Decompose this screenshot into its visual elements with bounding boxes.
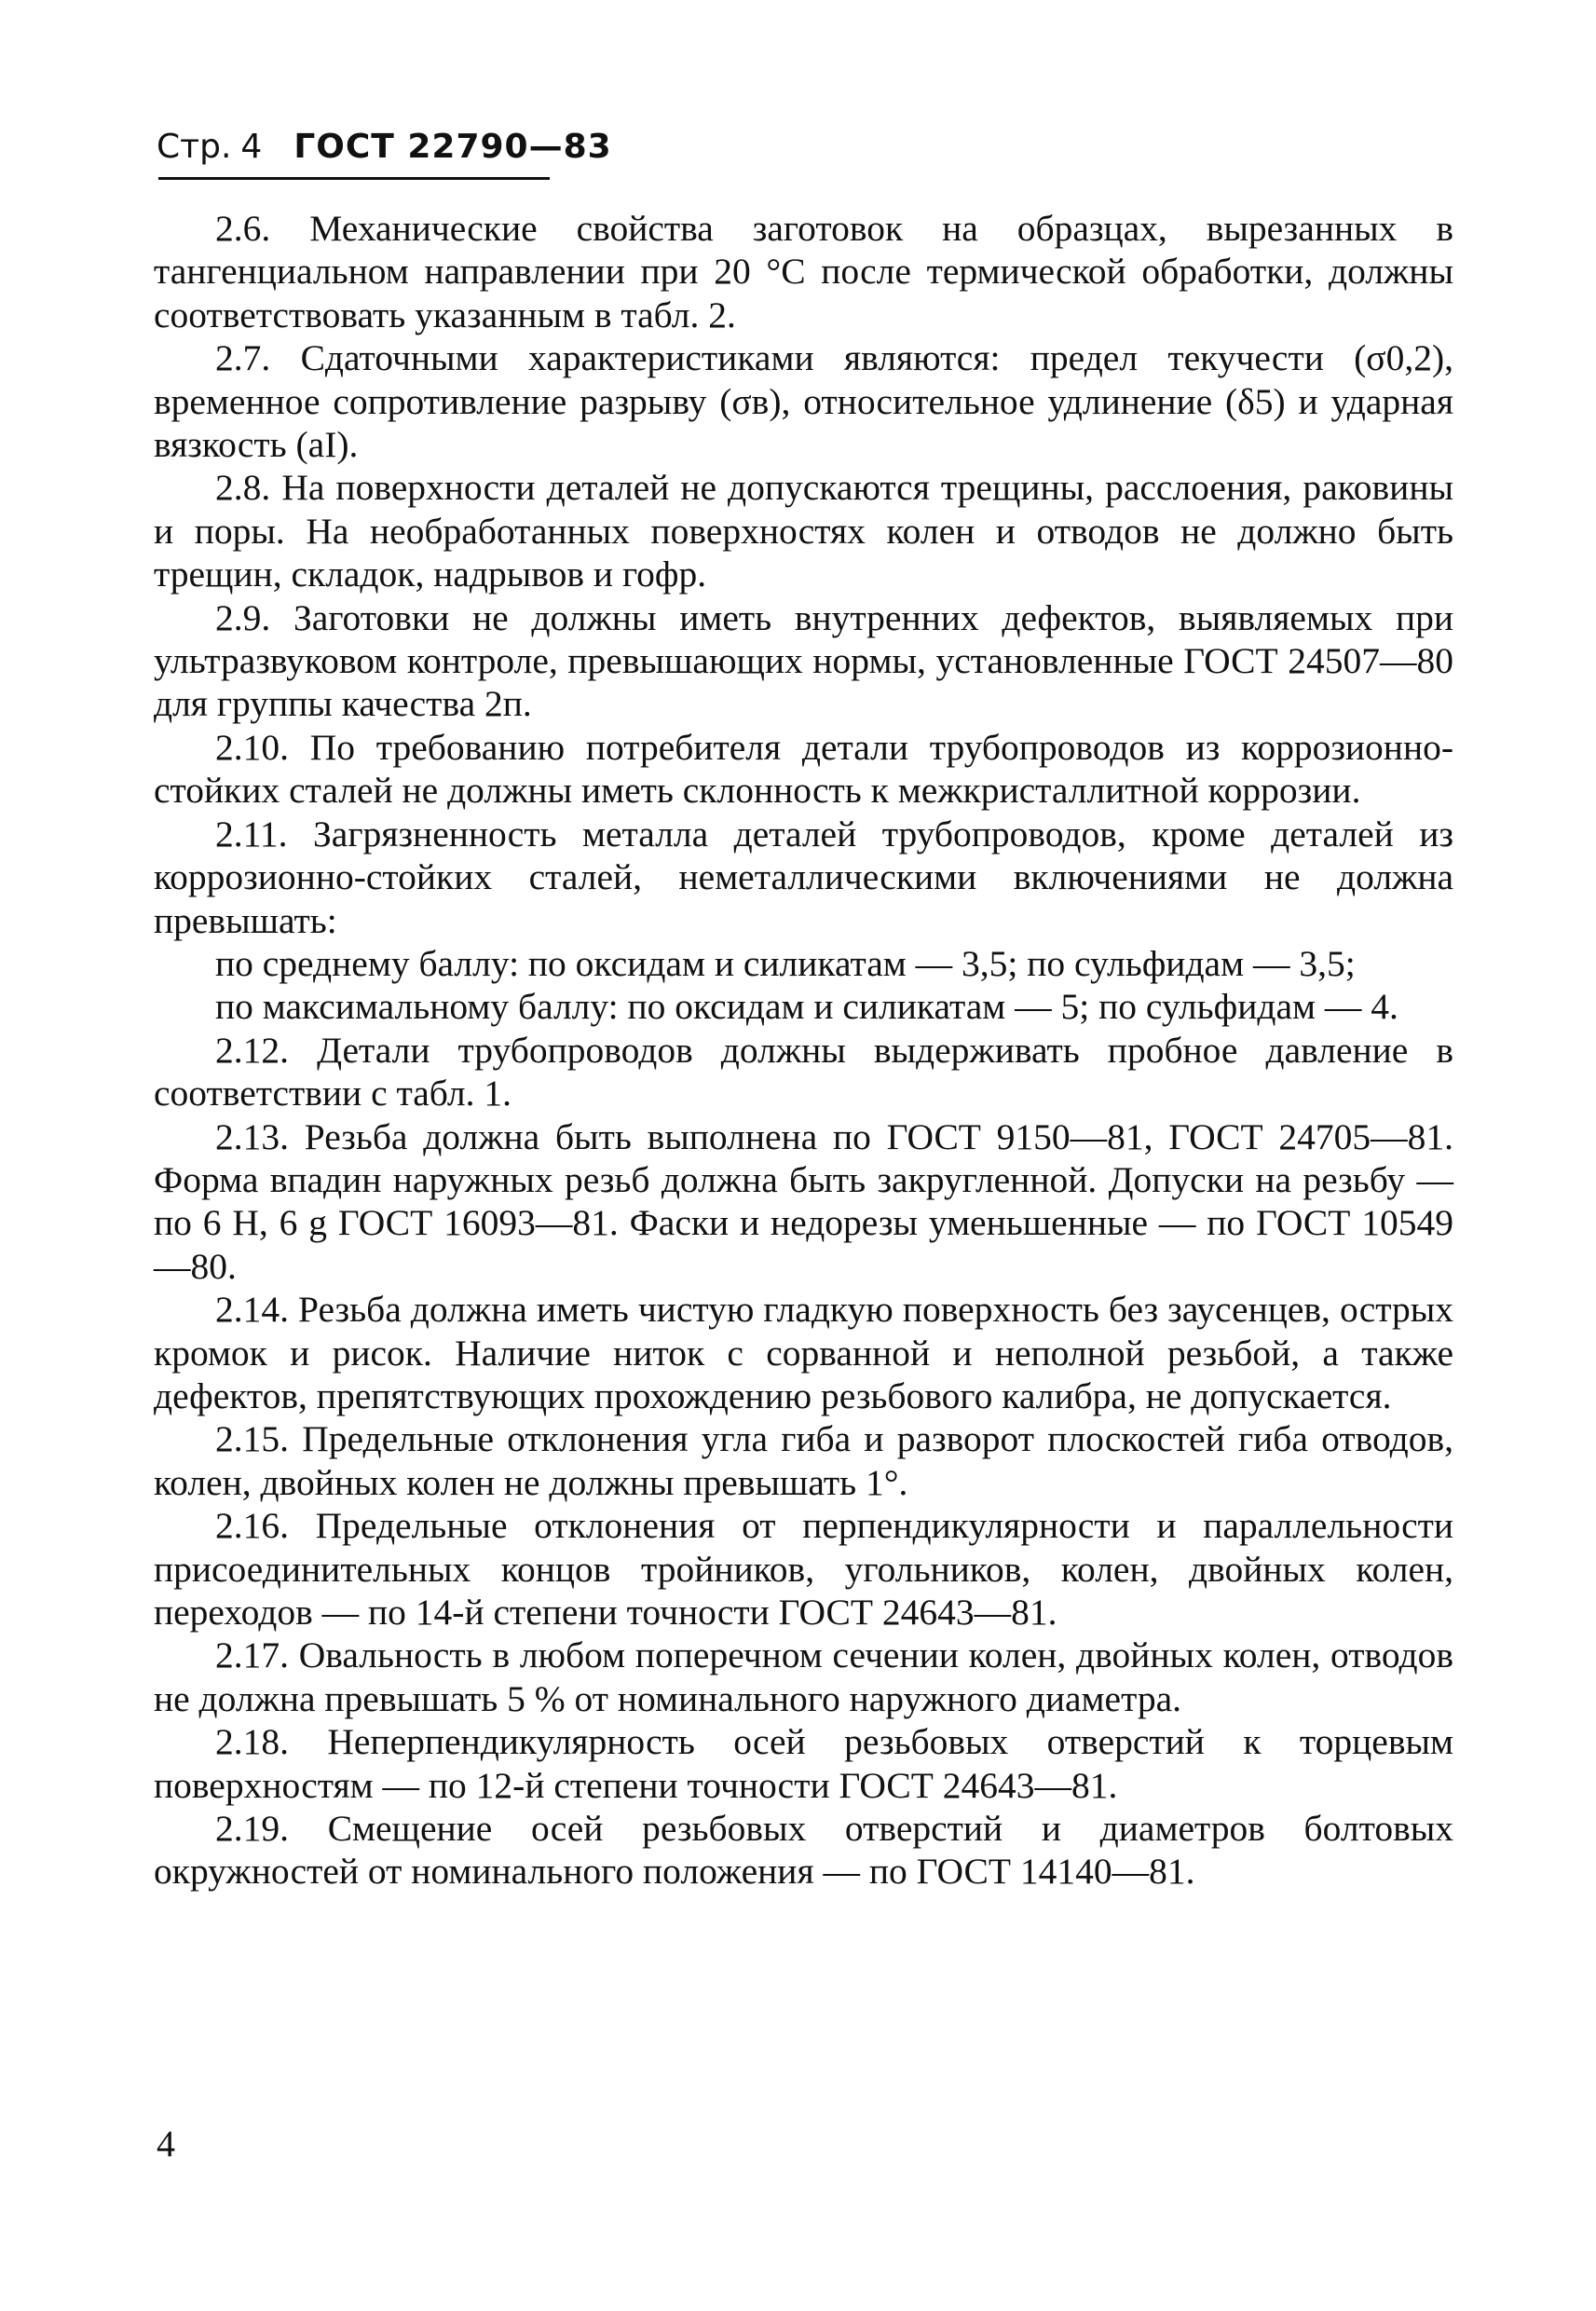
header-page-number: 4 [240,128,263,166]
clause-number: 2.12. [215,1029,289,1071]
clause-2-15 [154,1417,1453,1504]
clause-number: 2.8. [215,467,271,509]
clause-2-11 [154,813,1453,942]
clause-2-17 [154,1634,1453,1720]
clause-text: Смещение осей резьбовых отверстий и диаметров болтовых окружностей от номинального положения — по ГОСТ 14140—81. [154,1808,1454,1893]
clause-number: 2.6. [215,208,271,249]
clause-text: Резьба должна иметь чистую гладкую поверхность без заусенцев, острых кромок и рисок. Наличие ниток с сорванной и неполной резьбой, а также дефектов, препятствующих прохождению резьбового калибра, не допускается. [154,1289,1454,1416]
clause-text: Неперпендикулярность осей резьбовых отверстий к торцевым поверхностям — по 12-й степени точности ГОСТ 24643—81. [154,1721,1454,1806]
document-body [154,207,1453,1894]
clause-2-18 [154,1720,1453,1807]
header-rule [158,177,550,180]
clause-2-7 [154,336,1453,466]
inclusion-limits-list [154,942,1453,1029]
clause-2-16 [154,1504,1453,1634]
running-header [157,126,612,169]
clause-text: Овальность в любом поперечном сечении колен, двойных колен, отводов не должна превышать 5 % от номинального наружного диаметра. [154,1634,1453,1719]
clause-number: 2.7. [215,337,271,379]
standard-designation: ГОСТ 22790—83 [293,128,612,166]
clause-number: 2.11. [215,813,288,855]
clause-2-13 [154,1115,1453,1289]
clause-number: 2.13. [215,1115,289,1157]
clause-2-19 [154,1807,1453,1894]
clause-2-9 [154,596,1453,726]
clause-text: По требованию потребителя детали трубопроводов из коррозионно-стойких сталей не должны иметь склонность к межкристаллитной коррозии. [154,726,1453,812]
clause-2-14 [154,1288,1453,1417]
clause-text: Механические свойства заготовок на образцах, вырезанных в тангенциальном направлении при 20 °С после термической обработки, должны соответствовать указанным в табл. 2. [154,208,1453,335]
clause-number: 2.19. [215,1808,289,1850]
clause-text: Детали трубопроводов должны выдерживать пробное давление в соответствии с табл. 1. [154,1029,1454,1114]
clause-2-10 [154,726,1453,813]
clause-number: 2.14. [215,1289,289,1331]
clause-number: 2.17. [215,1634,289,1676]
clause-number: 2.18. [215,1721,289,1763]
clause-text: Загрязненность металла деталей трубопроводов, кроме деталей из коррозионно-стойких сталей, неметаллическими включениями не должна превышать: [154,813,1453,941]
clause-2-6 [154,207,1453,336]
page-label: Стр. [157,128,232,166]
clause-text: Заготовки не должны иметь внутренних дефектов, выявляемых при ультразвуковом контроле, превышающих нормы, установленные ГОСТ 24507—80 для группы качества 2п. [154,596,1454,725]
clause-text: На поверхности деталей не допускаются трещины, расслоения, раковины и поры. На необработанных поверхностях колен и отводов не должно быть трещин, складок, надрывов и гофр. [154,467,1454,595]
clause-number: 2.15. [215,1418,289,1460]
clause-text: Резьба должна быть выполнена по ГОСТ 9150—81, ГОСТ 24705—81. Форма впадин наружных резьб должна быть закругленной. Допуски на резьбу — по 6 Н, 6 g ГОСТ 16093—81. Фаски и недорезы уменьшенные — по ГОСТ 10549—80. [154,1115,1453,1287]
clause-2-12 [154,1029,1453,1115]
clause-text: Предельные отклонения от перпендикулярности и параллельности присоединительных концов тройников, угольников, колен, двойных колен, переходов — по 14-й степени точности ГОСТ 24643—81. [154,1505,1453,1633]
clause-2-8 [154,466,1453,595]
clause-number: 2.16. [215,1505,289,1547]
clause-number: 2.9. [215,596,271,638]
sub-item-max-score: по максимальному баллу: по оксидам и силикатам — 5; по сульфидам — 4. [215,986,1398,1028]
clause-text: Сдаточными характеристиками являются: предел текучести (σ0,2), временное сопротивление разрыву (σв), относительное удлинение (δ5) и ударная вязкость (aI). [154,337,1454,466]
clause-number: 2.10. [215,726,289,768]
sub-item-average-score: по среднему баллу: по оксидам и силикатам — 3,5; по сульфидам — 3,5; [215,942,1356,984]
footer-page-number: 4 [157,2123,175,2165]
clause-text: Предельные отклонения угла гиба и разворот плоскостей гиба отводов, колен, двойных колен не должны превышать 1°. [154,1418,1454,1503]
